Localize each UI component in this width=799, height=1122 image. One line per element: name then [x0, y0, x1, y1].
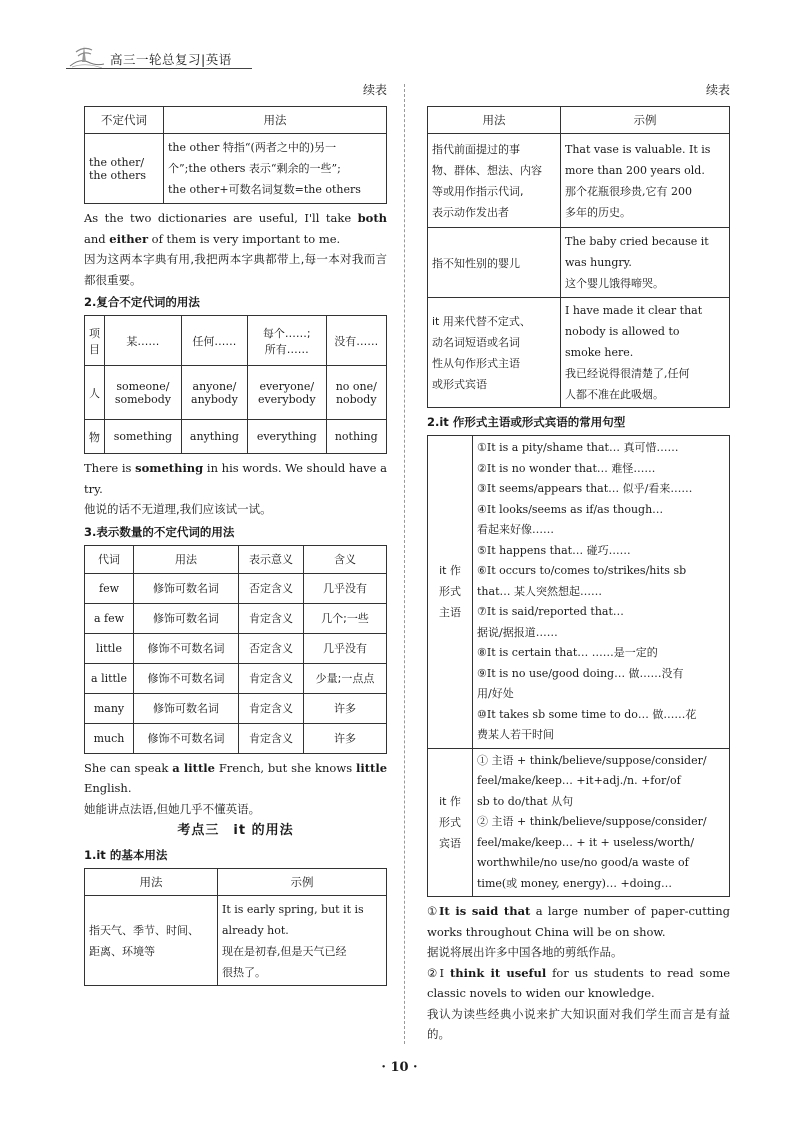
table-header: 没有…… [326, 316, 386, 366]
example-it-is-said: ①It is said that a large number of paper-cutting works throughout China will be on show. 据说将展出许多中国各地的剪纸作品。 [427, 904, 730, 959]
table-header: 不定代词 [85, 107, 164, 134]
example-something: There is something in his words. We should have a try. 他说的话不无道理,我们应该试一试。 [84, 461, 388, 516]
table-header: 示例 [561, 107, 730, 134]
continued-label-left: 续表 [362, 83, 387, 97]
table-row: few 修饰可数名词 否定含义 几乎没有 [85, 573, 387, 603]
example-cell: It is early spring, but it is already hot. 现在是初春,但是天气已经 很热了。 [218, 896, 387, 986]
section-heading: 2.it 作形式主语或形式宾语的常用句型 [427, 415, 626, 429]
table-cell: anyone/ anybody [181, 366, 247, 420]
left-column [84, 80, 387, 986]
table-header: 用法 [85, 869, 218, 896]
section-heading: 3.表示数量的不定代词的用法 [84, 524, 235, 539]
example-little: She can speak a little French, but she knows little English. 她能讲点法语,但她几乎不懂英语。 [84, 760, 388, 816]
it-usage-continued-table [427, 106, 730, 408]
pine-tree-logo-icon [66, 40, 106, 70]
table-header: 某…… [105, 316, 182, 366]
column-divider [404, 84, 405, 1044]
table-header: 每个……; 所有…… [248, 316, 327, 366]
compound-pronoun-table [84, 315, 387, 454]
table-header: 用法 [134, 545, 239, 573]
row-label: 人 [85, 366, 105, 420]
page-header [66, 40, 266, 70]
table-cell: everything [248, 420, 327, 454]
it-formal-subject-object-table [427, 435, 730, 897]
quantity-pronoun-table [84, 545, 387, 754]
usage-cell: 指天气、季节、时间、 距离、环境等 [85, 896, 218, 986]
table-cell: nothing [326, 420, 386, 454]
table-row: a few 修饰可数名词 肯定含义 几个;一些 [85, 603, 387, 633]
table-header: 项目 [85, 316, 105, 366]
table-row [428, 748, 730, 897]
table-header: 示例 [218, 869, 387, 896]
table-row [428, 436, 730, 749]
table-header: 任何…… [181, 316, 247, 366]
table-header: 含义 [304, 545, 387, 573]
header-rule [66, 68, 252, 69]
subject-patterns: ①It is a pity/shame that… 真可惜…… ②It is no wonder that… 难怪…… ③It seems/appears that… 似乎/看来…… ④It looks/seems as if/as though… 看起来好像…… ⑤It happens that… 碰巧…… ⑥It occurs to/comes to/strikes/hits sb that… 某人突然想起…… ⑦It is said/reported that… 据说/据报道…… ⑧It is certain that… ……是一定的 ⑨It is no use/good doing… 做……没有 用/好处 ⑩It takes sb some time to do… 做……花 费某人若干时间 [473, 436, 730, 749]
table-row: a little 修饰不可数名词 肯定含义 少量;一点点 [85, 663, 387, 693]
continued-label-right: 续表 [705, 83, 730, 97]
section-heading: 1.it 的基本用法 [84, 848, 168, 862]
table-row: many 修饰可数名词 肯定含义 许多 [85, 693, 387, 723]
table-row: little 修饰不可数名词 否定含义 几乎没有 [85, 633, 387, 663]
header-title: 高三一轮总复习|英语 [110, 52, 232, 67]
table-row: it 用来代替不定式、 动名词短语或名词 性从句作形式主语 或形式宾语 I have made it clear that nobody is allowed to smoke here. 我已经说得很清楚了,任何 人都不准在此吸烟。 [428, 298, 730, 408]
row-label: 物 [85, 420, 105, 454]
row-label: it 作 形式 主语 [428, 436, 473, 749]
table-row: 指不知性别的婴儿 The baby cried because it was hungry. 这个婴儿饿得啼哭。 [428, 228, 730, 298]
usage-cell: the other 特指“(两者之中的)另一 个”;the others 表示“剩余的一些”; the other+可数名词复数=the others [164, 134, 387, 204]
row-label: it 作 形式 宾语 [428, 748, 473, 897]
table-header: 用法 [164, 107, 387, 134]
table-row: much 修饰不可数名词 肯定含义 许多 [85, 723, 387, 753]
table-header: 表示意义 [239, 545, 304, 573]
example-both-either: As the two dictionaries are useful, I'll take both and either of them is very important to me. 因为这两本字典有用,我把两本字典都带上,每一本对我而言都很重要。 [84, 211, 387, 287]
pronoun-cell: the other/ the others [85, 134, 164, 204]
table-header: 代词 [85, 545, 134, 573]
section-heading: 2.复合不定代词的用法 [84, 295, 200, 309]
table-header: 用法 [428, 107, 561, 134]
table-row: 指代前面提过的事 物、群体、想法、内容 等或用作指示代词, 表示动作发出者 That vase is valuable. It is more than 200 years old. 那个花瓶很珍贵,它有 200 多年的历史。 [428, 134, 730, 228]
example-think-it-useful: ②I think it useful for us students to read some classic novels to widen our knowledge. 我认为读些经典小说来扩大知识面对我们学生而言是有益的。 [427, 965, 731, 1041]
it-basic-usage-table [84, 868, 387, 986]
other-others-table [84, 106, 387, 204]
right-column [427, 80, 730, 1045]
table-cell: no one/ nobody [326, 366, 386, 420]
table-cell: anything [181, 420, 247, 454]
page-number: · 10 · [381, 1060, 418, 1075]
table-cell: someone/ somebody [105, 366, 182, 420]
object-patterns: ① 主语 + think/believe/suppose/consider/ feel/make/keep… +it+adj./n. +for/of sb to do/that 从句 ② 主语 + think/believe/suppose/consider/ feel/make/keep… + it + useless/worth/ worthwhile/no use/no good/a waste of time(或 money, energy)… +doing… [473, 748, 730, 897]
kaodian-title: 考点三 it 的用法 [177, 823, 294, 838]
table-cell: everyone/ everybody [248, 366, 327, 420]
table-cell: something [105, 420, 182, 454]
